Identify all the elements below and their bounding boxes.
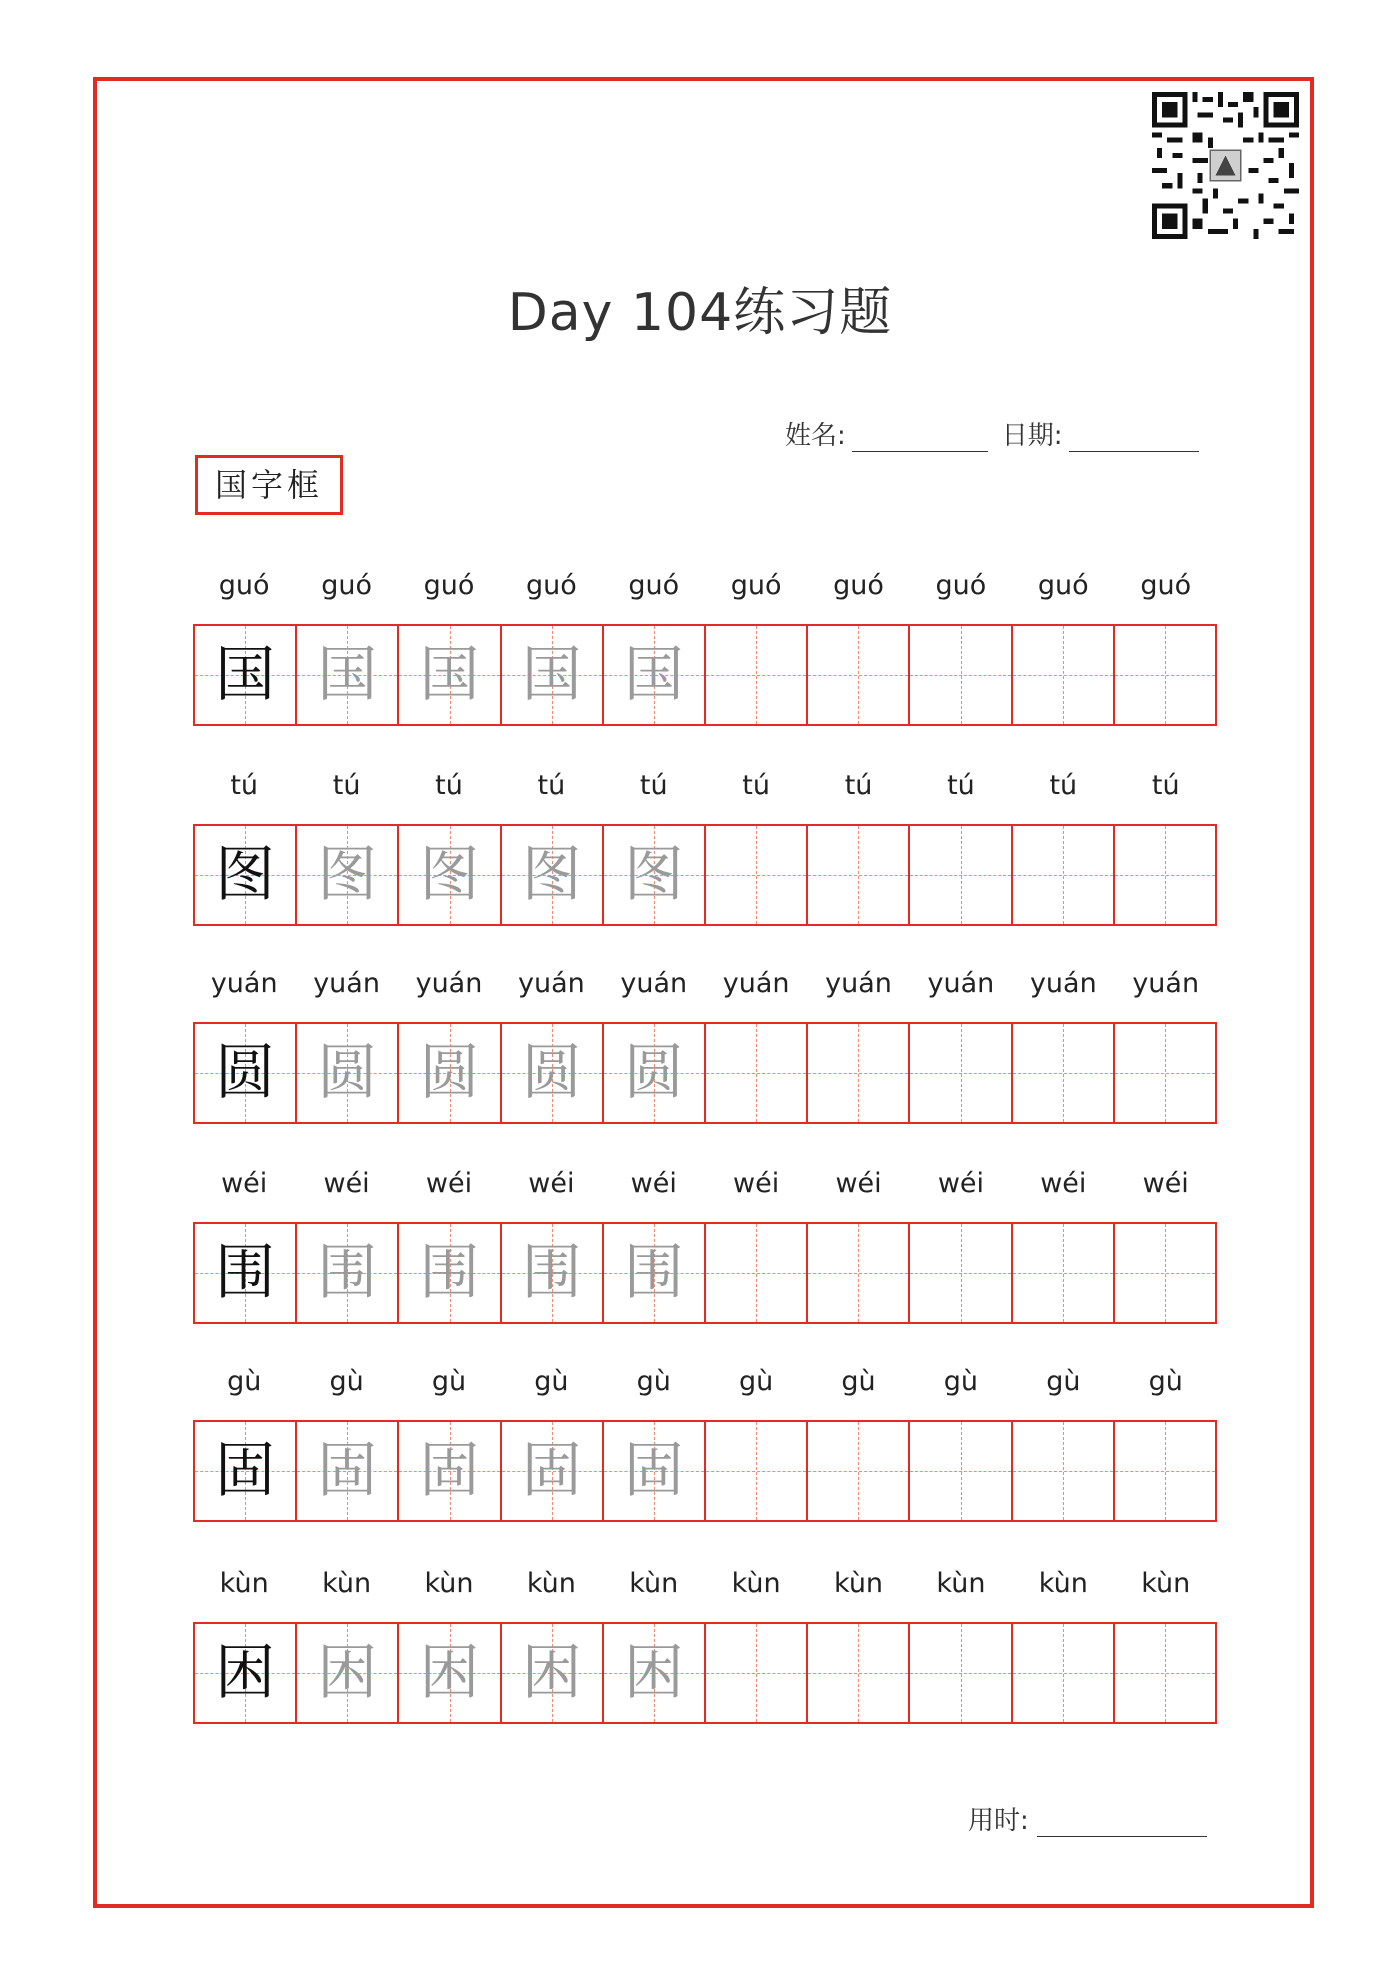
practice-row bbox=[193, 1168, 1217, 1324]
date-label: 日期: bbox=[1001, 421, 1063, 451]
trace-char-cell bbox=[297, 1224, 399, 1322]
blank-practice-cell[interactable] bbox=[910, 1224, 1012, 1322]
pinyin-label: tú bbox=[230, 770, 259, 801]
pinyin-label: tú bbox=[1151, 770, 1180, 801]
pinyin-label: yuán bbox=[1132, 968, 1200, 999]
trace-character: 圆 bbox=[521, 1038, 582, 1108]
pinyin-label: yuán bbox=[415, 968, 483, 999]
blank-practice-cell[interactable] bbox=[706, 1024, 808, 1122]
model-character: 圆 bbox=[215, 1038, 276, 1108]
pinyin-label: yuán bbox=[517, 968, 585, 999]
blank-practice-cell[interactable] bbox=[1115, 1624, 1215, 1722]
trace-character: 国 bbox=[317, 640, 378, 710]
trace-character: 圆 bbox=[317, 1038, 378, 1108]
pinyin-label: yuán bbox=[722, 968, 790, 999]
time-input-line[interactable] bbox=[1037, 1806, 1207, 1837]
pinyin-label: wéi bbox=[835, 1168, 882, 1199]
pinyin-label: wéi bbox=[1040, 1168, 1087, 1199]
blank-practice-cell[interactable] bbox=[1115, 1224, 1215, 1322]
trace-character: 困 bbox=[317, 1638, 378, 1708]
pinyin-label: gù bbox=[739, 1366, 774, 1397]
pinyin-label: kùn bbox=[936, 1568, 986, 1599]
trace-char-cell bbox=[502, 1024, 604, 1122]
pinyin-label: kùn bbox=[322, 1568, 372, 1599]
pinyin-label: tú bbox=[742, 770, 770, 801]
pinyin-label: wéi bbox=[1142, 1168, 1189, 1199]
trace-character: 圆 bbox=[623, 1038, 684, 1108]
pinyin-label: yuán bbox=[620, 968, 688, 999]
pinyin-row bbox=[193, 770, 1217, 810]
trace-char-cell bbox=[502, 626, 604, 724]
pinyin-label: yuán bbox=[1029, 968, 1097, 999]
pinyin-label: tú bbox=[1049, 770, 1078, 801]
model-character: 固 bbox=[215, 1436, 276, 1506]
blank-practice-cell[interactable] bbox=[706, 1422, 808, 1520]
pinyin-label: wéi bbox=[221, 1168, 268, 1199]
writing-grid bbox=[193, 824, 1217, 926]
pinyin-label: guó bbox=[423, 570, 475, 601]
pinyin-label: tú bbox=[947, 770, 975, 801]
name-input-line[interactable] bbox=[852, 421, 988, 452]
trace-char-cell bbox=[399, 1422, 501, 1520]
trace-character: 图 bbox=[419, 840, 480, 910]
writing-grid bbox=[193, 624, 1217, 726]
blank-practice-cell[interactable] bbox=[808, 826, 910, 924]
writing-grid bbox=[193, 1420, 1217, 1522]
blank-practice-cell[interactable] bbox=[910, 1422, 1012, 1520]
pinyin-label: wéi bbox=[425, 1168, 473, 1199]
trace-char-cell bbox=[502, 1224, 604, 1322]
pinyin-label: kùn bbox=[424, 1568, 474, 1599]
trace-character: 固 bbox=[317, 1436, 378, 1506]
model-char-cell bbox=[195, 1422, 297, 1520]
trace-char-cell bbox=[604, 1024, 706, 1122]
pinyin-label: tú bbox=[435, 770, 463, 801]
pinyin-label: wéi bbox=[630, 1168, 677, 1199]
pinyin-label: gù bbox=[227, 1366, 262, 1397]
trace-char-cell bbox=[297, 626, 399, 724]
practice-row bbox=[193, 770, 1217, 926]
trace-char-cell bbox=[297, 826, 399, 924]
pinyin-label: guó bbox=[1140, 570, 1192, 601]
blank-practice-cell[interactable] bbox=[1013, 1624, 1115, 1722]
trace-char-cell bbox=[604, 1224, 706, 1322]
pinyin-label: wéi bbox=[323, 1168, 370, 1199]
blank-practice-cell[interactable] bbox=[1013, 1422, 1115, 1520]
trace-character: 国 bbox=[419, 640, 480, 710]
trace-character: 图 bbox=[521, 840, 582, 910]
trace-char-cell bbox=[297, 1624, 399, 1722]
pinyin-label: guó bbox=[935, 570, 987, 601]
pinyin-row bbox=[193, 968, 1217, 1008]
pinyin-label: kùn bbox=[834, 1568, 884, 1599]
trace-char-cell bbox=[502, 826, 604, 924]
blank-practice-cell[interactable] bbox=[808, 1224, 910, 1322]
practice-row bbox=[193, 968, 1217, 1124]
trace-character: 围 bbox=[419, 1238, 480, 1308]
writing-grid bbox=[193, 1622, 1217, 1724]
pinyin-label: guó bbox=[525, 570, 577, 601]
pinyin-label: yuán bbox=[927, 968, 995, 999]
writing-grid bbox=[193, 1222, 1217, 1324]
pinyin-label: tú bbox=[332, 770, 361, 801]
pinyin-label: kùn bbox=[526, 1568, 576, 1599]
trace-char-cell bbox=[399, 626, 501, 724]
trace-char-cell bbox=[399, 1024, 501, 1122]
pinyin-label: guó bbox=[218, 570, 270, 601]
trace-character: 固 bbox=[521, 1436, 582, 1506]
trace-char-cell bbox=[502, 1422, 604, 1520]
trace-char-cell bbox=[604, 626, 706, 724]
trace-character: 国 bbox=[623, 640, 684, 710]
trace-character: 圆 bbox=[419, 1038, 480, 1108]
blank-practice-cell[interactable] bbox=[706, 1624, 808, 1722]
pinyin-label: yuán bbox=[210, 968, 278, 999]
pinyin-label: gù bbox=[636, 1366, 671, 1397]
pinyin-label: yuán bbox=[825, 968, 892, 999]
time-label: 用时: bbox=[968, 1806, 1029, 1836]
trace-char-cell bbox=[604, 1422, 706, 1520]
blank-practice-cell[interactable] bbox=[910, 626, 1012, 724]
trace-char-cell bbox=[399, 826, 501, 924]
model-character: 国 bbox=[215, 640, 276, 710]
name-label: 姓名: bbox=[785, 421, 846, 451]
pinyin-label: gù bbox=[431, 1366, 467, 1397]
pinyin-label: kùn bbox=[629, 1568, 679, 1599]
trace-char-cell bbox=[604, 826, 706, 924]
blank-practice-cell[interactable] bbox=[1013, 1024, 1115, 1122]
pinyin-label: gù bbox=[1148, 1366, 1183, 1397]
blank-practice-cell[interactable] bbox=[1115, 1024, 1215, 1122]
trace-character: 国 bbox=[521, 640, 582, 710]
radical-badge: 国字框 bbox=[195, 455, 343, 515]
trace-character: 固 bbox=[623, 1436, 684, 1506]
trace-character: 围 bbox=[623, 1238, 684, 1308]
blank-practice-cell[interactable] bbox=[1013, 826, 1115, 924]
pinyin-row bbox=[193, 1168, 1217, 1208]
trace-character: 固 bbox=[419, 1436, 480, 1506]
model-char-cell bbox=[195, 1224, 297, 1322]
pinyin-label: kùn bbox=[219, 1568, 269, 1599]
blank-practice-cell[interactable] bbox=[808, 626, 910, 724]
trace-char-cell bbox=[399, 1624, 501, 1722]
pinyin-label: tú bbox=[639, 770, 668, 801]
trace-character: 图 bbox=[623, 840, 684, 910]
pinyin-label: guó bbox=[1037, 570, 1089, 601]
pinyin-label: kùn bbox=[731, 1568, 781, 1599]
pinyin-label: kùn bbox=[1038, 1568, 1088, 1599]
model-character: 围 bbox=[215, 1238, 276, 1308]
practice-row bbox=[193, 1366, 1217, 1522]
qr-code bbox=[1152, 92, 1299, 239]
blank-practice-cell[interactable] bbox=[808, 1422, 910, 1520]
trace-char-cell bbox=[297, 1422, 399, 1520]
model-char-cell bbox=[195, 1624, 297, 1722]
model-char-cell bbox=[195, 826, 297, 924]
pinyin-label: wéi bbox=[733, 1168, 780, 1199]
pinyin-label: gù bbox=[841, 1366, 876, 1397]
pinyin-label: gù bbox=[1046, 1366, 1081, 1397]
trace-char-cell bbox=[297, 1024, 399, 1122]
blank-practice-cell[interactable] bbox=[706, 826, 808, 924]
pinyin-label: tú bbox=[844, 770, 873, 801]
time-field bbox=[968, 1800, 1207, 1837]
practice-row bbox=[193, 570, 1217, 726]
model-character: 图 bbox=[215, 840, 276, 910]
pinyin-label: wéi bbox=[937, 1168, 985, 1199]
practice-row bbox=[193, 1568, 1217, 1724]
pinyin-label: yuán bbox=[313, 968, 380, 999]
blank-practice-cell[interactable] bbox=[808, 1624, 910, 1722]
trace-character: 围 bbox=[521, 1238, 582, 1308]
trace-char-cell bbox=[604, 1624, 706, 1722]
pinyin-label: guó bbox=[628, 570, 680, 601]
blank-practice-cell[interactable] bbox=[1013, 626, 1115, 724]
pinyin-row bbox=[193, 1366, 1217, 1406]
blank-practice-cell[interactable] bbox=[910, 1624, 1012, 1722]
trace-character: 图 bbox=[317, 840, 378, 910]
pinyin-label: guó bbox=[833, 570, 884, 601]
blank-practice-cell[interactable] bbox=[1115, 826, 1215, 924]
blank-practice-cell[interactable] bbox=[910, 1024, 1012, 1122]
trace-character: 困 bbox=[623, 1638, 684, 1708]
blank-practice-cell[interactable] bbox=[1013, 1224, 1115, 1322]
pinyin-label: gù bbox=[329, 1366, 364, 1397]
blank-practice-cell[interactable] bbox=[808, 1024, 910, 1122]
blank-practice-cell[interactable] bbox=[706, 626, 808, 724]
pinyin-row bbox=[193, 570, 1217, 610]
pinyin-row bbox=[193, 1568, 1217, 1608]
trace-character: 困 bbox=[521, 1638, 582, 1708]
pinyin-label: gù bbox=[534, 1366, 569, 1397]
date-input-line[interactable] bbox=[1069, 421, 1199, 452]
blank-practice-cell[interactable] bbox=[1115, 1422, 1215, 1520]
pinyin-label: tú bbox=[537, 770, 566, 801]
pinyin-label: gù bbox=[943, 1366, 979, 1397]
pinyin-label: kùn bbox=[1141, 1568, 1191, 1599]
pinyin-label: wéi bbox=[528, 1168, 575, 1199]
name-date-fields bbox=[785, 415, 1199, 452]
blank-practice-cell[interactable] bbox=[910, 826, 1012, 924]
model-char-cell bbox=[195, 1024, 297, 1122]
writing-grid bbox=[193, 1022, 1217, 1124]
blank-practice-cell[interactable] bbox=[706, 1224, 808, 1322]
trace-char-cell bbox=[399, 1224, 501, 1322]
pinyin-label: guó bbox=[730, 570, 782, 601]
pinyin-label: guó bbox=[321, 570, 372, 601]
trace-char-cell bbox=[502, 1624, 604, 1722]
page-title: Day 104练习题 bbox=[507, 283, 893, 343]
model-character: 困 bbox=[215, 1638, 276, 1708]
trace-character: 围 bbox=[317, 1238, 378, 1308]
trace-character: 困 bbox=[419, 1638, 480, 1708]
model-char-cell bbox=[195, 626, 297, 724]
blank-practice-cell[interactable] bbox=[1115, 626, 1215, 724]
